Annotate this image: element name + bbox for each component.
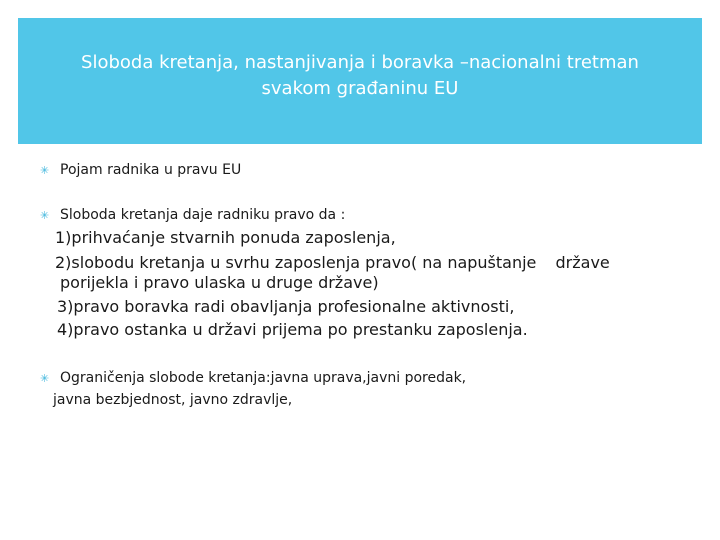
slide-title-line-1: Sloboda kretanja, nastanjivanja i boravka –nacionalni tretman	[81, 52, 639, 73]
bullet-3-text	[60, 370, 466, 386]
list-item-1: 1)prihvaćanje stvarnih ponuda zaposlenja,	[55, 228, 396, 247]
asterisk-bullet-icon: ✳	[40, 372, 50, 385]
bullet-2	[40, 207, 345, 223]
asterisk-bullet-icon: ✳	[40, 164, 50, 177]
list-item-2	[55, 254, 610, 272]
list-item-2-text: 2)slobodu kretanja u svrhu zaposlenja pravo( na napuštanje	[55, 253, 537, 272]
bullet-3-rest: javna uprava,javni poredak,	[270, 370, 467, 386]
bullet-3	[40, 370, 466, 386]
asterisk-bullet-icon: ✳	[40, 209, 50, 222]
list-item-3: 3)pravo boravka radi obavljanja profesionalne aktivnosti,	[57, 297, 515, 316]
bullet-3-line-2: javna bezbjednost, javno zdravlje,	[53, 392, 293, 408]
list-item-2-continued: porijekla i pravo ulaska u druge države)	[60, 273, 379, 292]
bullet-3-bold: Ograničenja slobode kretanja:	[60, 370, 271, 386]
bullet-1-text: Pojam radnika u pravu EU	[60, 162, 242, 178]
list-item-2-drzave: države	[555, 253, 610, 272]
list-item-4: 4)pravo ostanka u državi prijema po prestanku zaposlenja.	[57, 320, 528, 339]
slide-title-box	[18, 18, 702, 144]
slide-title-line-2: svakom građaninu EU	[261, 78, 459, 99]
bullet-2-text: Sloboda kretanja daje radniku pravo da :	[60, 207, 346, 223]
bullet-1	[40, 162, 241, 178]
